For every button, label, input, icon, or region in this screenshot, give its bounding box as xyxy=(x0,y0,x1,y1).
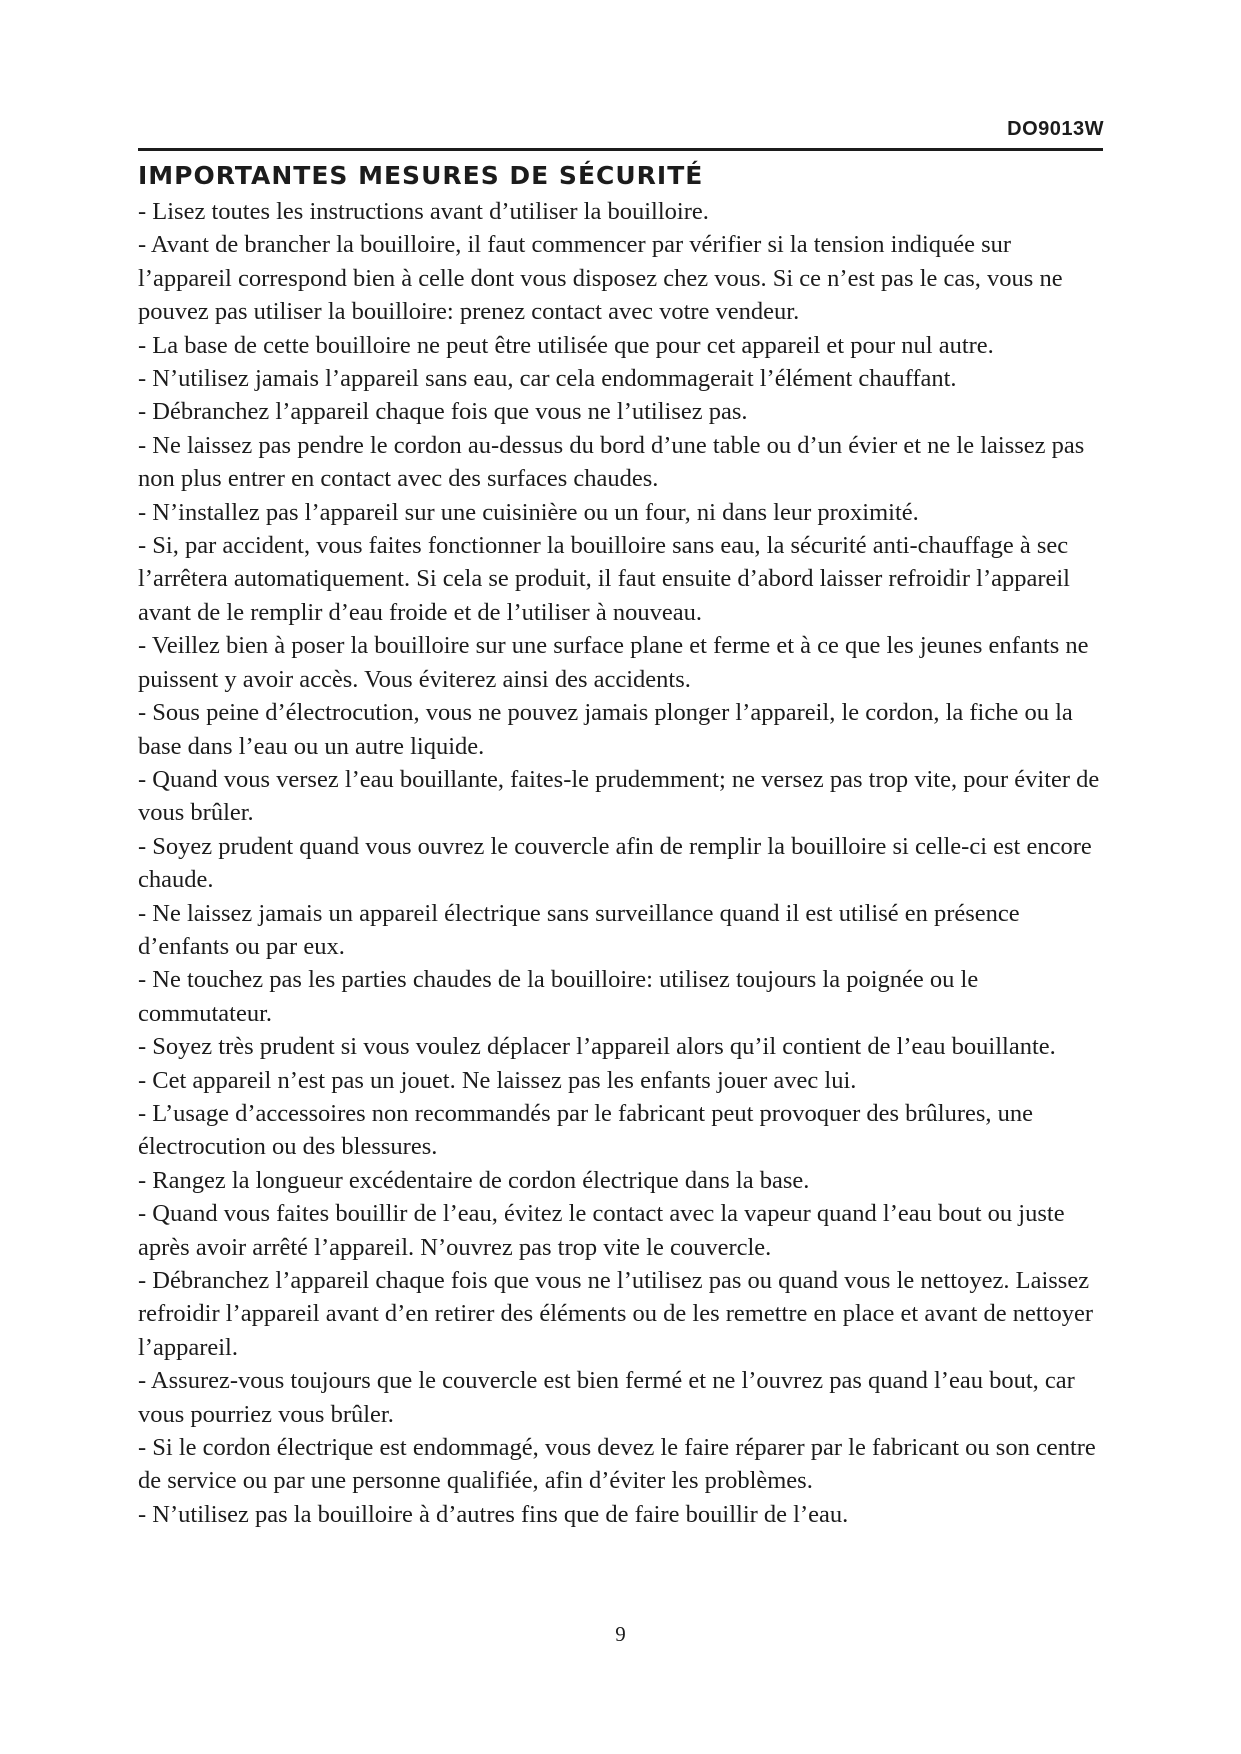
instruction-item: - Sous peine d’électrocution, vous ne pouvez jamais plonger l’appareil, le cordon, la fiche ou la base dans l’eau ou un autre liquide. xyxy=(138,699,1073,760)
instruction-item: - Ne laissez pas pendre le cordon au-dessus du bord d’une table ou d’un évier et ne le laissez pas non plus entrer en contact avec des surfaces chaudes. xyxy=(138,431,1085,493)
instruction-item: - N’installez pas l’appareil sur une cuisinière ou un four, ni dans leur proximité. xyxy=(138,498,919,526)
instruction-item: - Lisez toutes les instructions avant d’utiliser la bouilloire. xyxy=(138,198,709,225)
section-title: IMPORTANTES MESURES DE SÉCURITÉ xyxy=(138,161,704,190)
instruction-item: - Rangez la longueur excédentaire de cordon électrique dans la base. xyxy=(138,1166,810,1194)
instruction-item: - L’usage d’accessoires non recommandés par le fabricant peut provoquer des brûlures, une électrocution ou des blessures. xyxy=(138,1099,1034,1161)
instruction-item: - Assurez-vous toujours que le couvercle est bien fermé et ne l’ouvrez pas quand l’eau bout, car vous pourriez vous brûler. xyxy=(138,1367,1075,1428)
instruction-item: - N’utilisez jamais l’appareil sans eau, car cela endommagerait l’élément chauffant. xyxy=(138,365,957,393)
instruction-item: - Si le cordon électrique est endommagé, vous devez le faire réparer par le fabricant ou son centre de service ou par une personne qualifiée, afin d’éviter les problèmes. xyxy=(138,1434,1096,1495)
instruction-item: - Débranchez l’appareil chaque fois que vous ne l’utilisez pas. xyxy=(138,398,748,426)
instruction-item: - Soyez très prudent si vous voulez déplacer l’appareil alors qu’il contient de l’eau bouillante. xyxy=(138,1033,1056,1061)
instruction-item: - Ne touchez pas les parties chaudes de la bouilloire: utilisez toujours la poignée ou le commutateur. xyxy=(138,966,979,1027)
header-divider xyxy=(138,148,1103,151)
instruction-item: - Ne laissez jamais un appareil électrique sans surveillance quand il est utilisé en présence d’enfants ou par eux. xyxy=(138,899,1020,960)
instruction-item: - Cet appareil n’est pas un jouet. Ne laissez pas les enfants jouer avec lui. xyxy=(138,1066,857,1094)
model-code: DO9013W xyxy=(1007,118,1104,140)
instruction-item: - Débranchez l’appareil chaque fois que vous ne l’utilisez pas ou quand vous le nettoyez. Laissez refroidir l’appareil avant d’en retirer des éléments ou de les remettre en place et avant de nettoyer l’appareil. xyxy=(138,1267,1094,1361)
instruction-item: - Quand vous faites bouillir de l’eau, évitez le contact avec la vapeur quand l’eau bout ou juste après avoir arrêté l’appareil. N’ouvrez pas trop vite le couvercle. xyxy=(138,1200,1065,1261)
instruction-item: - Soyez prudent quand vous ouvrez le couvercle afin de remplir la bouilloire si celle-ci est encore chaude. xyxy=(138,832,1092,894)
safety-instructions-list xyxy=(138,195,1108,1531)
instruction-item: - Si, par accident, vous faites fonctionner la bouilloire sans eau, la sécurité anti-chauffage à sec l’arrêtera automatiquement. Si cela se produit, il faut ensuite d’abord laisser refroidir l’appareil avant de le remplir d’eau froide et de l’utiliser à nouveau. xyxy=(138,532,1070,626)
instruction-item: - La base de cette bouilloire ne peut être utilisée que pour cet appareil et pour nul autre. xyxy=(138,331,994,359)
page-number: 9 xyxy=(615,1622,626,1646)
instruction-item: - N’utilisez pas la bouilloire à d’autres fins que de faire bouillir de l’eau. xyxy=(138,1500,849,1528)
instruction-item: - Veillez bien à poser la bouilloire sur une surface plane et ferme et à ce que les jeunes enfants ne puissent y avoir accès. Vous éviterez ainsi des accidents. xyxy=(138,632,1089,693)
instruction-item: - Avant de brancher la bouilloire, il faut commencer par vérifier si la tension indiquée sur l’appareil correspond bien à celle dont vous disposez chez vous. Si ce n’est pas le cas, vous ne pouvez pas utiliser la bouilloire: prenez contact avec votre vendeur. xyxy=(138,231,1063,326)
instruction-item: - Quand vous versez l’eau bouillante, faites-le prudemment; ne versez pas trop vite, pour éviter de vous brûler. xyxy=(138,765,1100,827)
